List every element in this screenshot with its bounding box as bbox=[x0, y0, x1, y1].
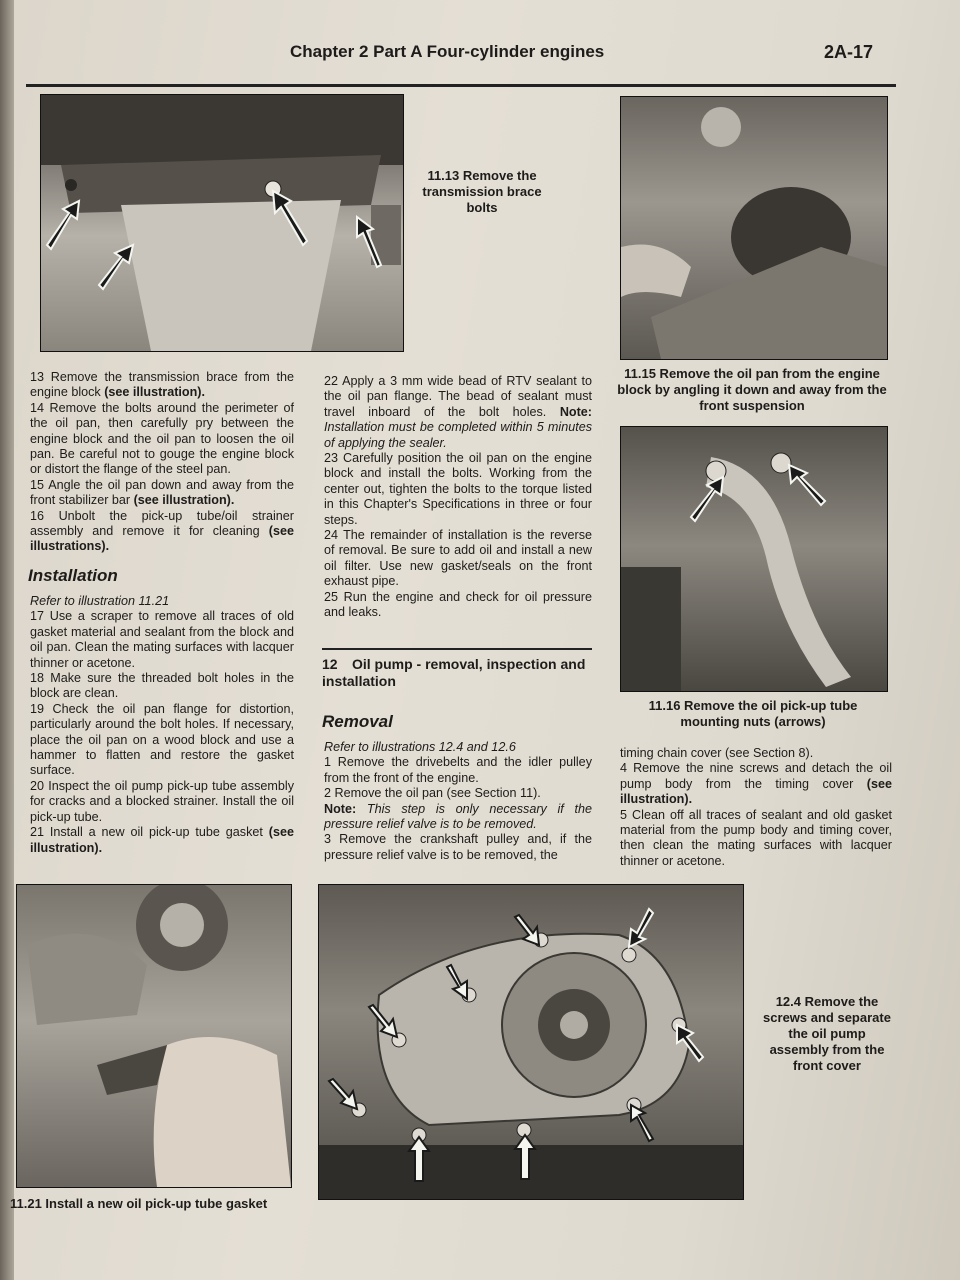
header-rule bbox=[26, 84, 896, 87]
step-5: 5 Clean off all traces of sealant and old gasket material from the pump body and timing cover, then clean the mating surfaces with lacquer thinner or acetone. bbox=[620, 807, 892, 868]
step-16: 16 Unbolt the pick-up tube/oil strainer assembly and remove it for cleaning (see illustrations). bbox=[30, 508, 294, 554]
step-1: 1 Remove the drivebelts and the idler pulley from the front of the engine. bbox=[324, 755, 592, 785]
step-15: 15 Angle the oil pan down and away from the front stabilizer bar (see illustration). bbox=[30, 477, 294, 508]
text-column-1 bbox=[30, 370, 294, 555]
step-23: 23 Carefully position the oil pan on the engine block and install the bolts. Working from the center out, tighten the bolts to the torque listed in this Chapter's Specifications in three or four steps. bbox=[324, 451, 592, 527]
photo-transmission-brace bbox=[40, 94, 404, 352]
step-4: 4 Remove the nine screws and detach the oil pump body from the timing cover (see illustration). bbox=[620, 761, 892, 807]
photo-pickup-gasket bbox=[16, 884, 292, 1188]
step-3: 3 Remove the crankshaft pulley and, if the pressure relief valve is to be removed, the bbox=[324, 832, 592, 862]
step-2: 2 Remove the oil pan (see Section 11). Note: This step is only necessary if the pressure relief valve is to be removed. bbox=[324, 786, 592, 832]
arrow-icon bbox=[621, 427, 887, 691]
step-3-continued: timing chain cover (see Section 8). bbox=[620, 746, 814, 760]
caption-11-15: 11.15 Remove the oil pan from the engine block by angling it down and away from the front suspension bbox=[617, 366, 887, 413]
section-12-title: 12 Oil pump - removal, inspection and installation bbox=[322, 656, 586, 689]
step-17: 17 Use a scraper to remove all traces of old gasket material and sealant from the block and oil pan. Clean the mating surfaces with lacquer thinner or acetone. bbox=[30, 609, 294, 670]
caption-12-4: 12.4 Remove the screws and separate the oil pump assembly from the front cover bbox=[763, 994, 891, 1073]
step-19: 19 Check the oil pan flange for distortion, particularly around the bolt holes. If necessary, place the oil pan on a wood block and use a hammer to flatten and restore the gasket surface. bbox=[30, 701, 294, 778]
installation-heading: Installation bbox=[28, 566, 118, 585]
section-rule bbox=[322, 648, 592, 650]
removal-refer: Refer to illustrations 12.4 and 12.6 bbox=[324, 740, 516, 754]
install-refer: Refer to illustration 11.21 bbox=[30, 594, 170, 608]
text-column-2 bbox=[324, 374, 592, 621]
photo-pickup-tube-nuts bbox=[620, 426, 888, 692]
caption-11-16: 11.16 Remove the oil pick-up tube mounting nuts (arrows) bbox=[648, 698, 858, 729]
text-column-2-removal bbox=[324, 740, 592, 863]
step-13: 13 Remove the transmission brace from the engine block (see illustration). bbox=[30, 370, 294, 400]
photo-oil-pump-screws bbox=[318, 884, 744, 1200]
photo-oil-pan-removal bbox=[620, 96, 888, 360]
chapter-title: Chapter 2 Part A Four-cylinder engines bbox=[290, 42, 605, 61]
step-22: 22 Apply a 3 mm wide bead of RTV sealant to the oil pan flange. The bead of sealant must travel inboard of the bolt holes. Note: Installation must be completed within 5 minutes of applying the sealer. bbox=[324, 374, 592, 450]
step-14: 14 Remove the bolts around the perimeter of the oil pan, then carefully pry between the engine block and the oil pan to loosen the oil pan. Be careful not to gouge the engine block or distort the flange of the steel pan. bbox=[30, 400, 294, 477]
text-column-3 bbox=[620, 746, 892, 869]
caption-11-21: 11.21 Install a new oil pick-up tube gasket bbox=[10, 1196, 268, 1211]
removal-heading: Removal bbox=[322, 712, 393, 731]
step-24: 24 The remainder of installation is the reverse of removal. Be sure to add oil and install a new oil filter. Use new gasket/seals on the front exhaust pipe. bbox=[324, 528, 592, 589]
arrow-icon bbox=[41, 95, 403, 351]
step-21: 21 Install a new oil pick-up tube gasket (see illustration). bbox=[30, 825, 294, 855]
page-number: 2A-17 bbox=[824, 42, 874, 62]
step-18: 18 Make sure the threaded bolt holes in the block are clean. bbox=[30, 671, 294, 701]
arrow-icon bbox=[319, 885, 743, 1199]
step-25: 25 Run the engine and check for oil pressure and leaks. bbox=[324, 589, 592, 620]
step-20: 20 Inspect the oil pump pick-up tube assembly for cracks and a blocked strainer. Install the oil pick-up tube. bbox=[30, 778, 294, 824]
text-column-1-installation bbox=[30, 594, 294, 856]
caption-11-13: 11.13 Remove the transmission brace bolts bbox=[422, 168, 542, 215]
